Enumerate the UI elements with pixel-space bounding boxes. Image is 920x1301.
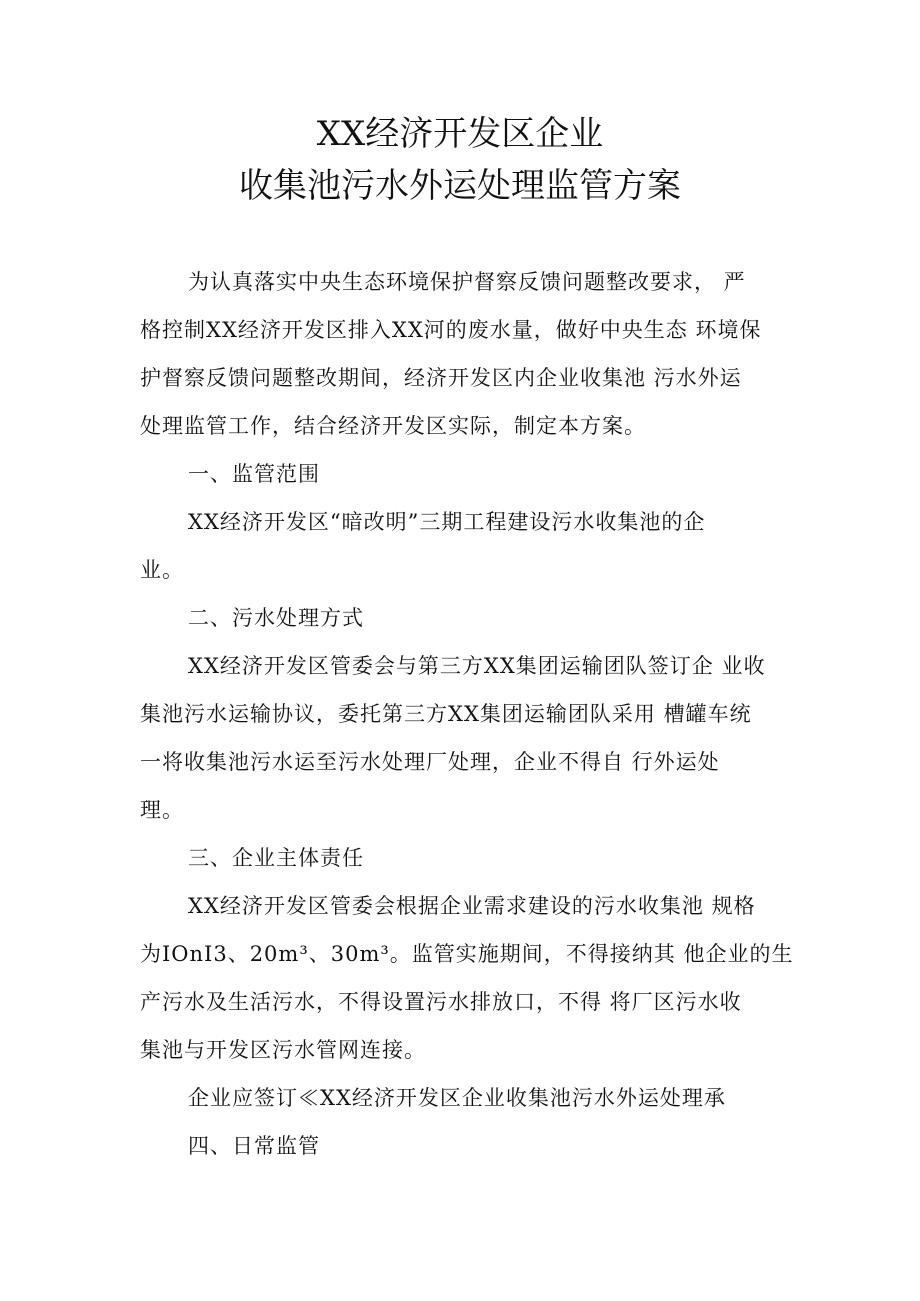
method-paragraph <box>140 642 790 834</box>
text-line: 集池与开发区污水管网连接。 <box>140 1038 426 1062</box>
text-line: 为IOnI3、20m³、30m³。监管实施期间，不得接纳其 他企业的生 <box>140 942 794 966</box>
text-line: 产污水及生活污水，不得设置污水排放口，不得 将厂区污水收 <box>140 990 742 1014</box>
scope-paragraph <box>140 498 790 594</box>
text-line: 理。 <box>140 798 184 822</box>
text-line: 护督察反馈问题整改期间，经济开发区内企业收集池 污水外运 <box>140 366 742 390</box>
heading-text: 四、日常监管 <box>188 1134 320 1158</box>
section-heading-responsibility <box>140 834 790 882</box>
text-line: XX经济开发区管委会根据企业需求建设的污水收集池 规格 <box>188 894 756 918</box>
text-line: 业。 <box>140 558 184 582</box>
section-heading-supervision <box>140 1122 790 1170</box>
heading-text: 一、监管范围 <box>188 462 320 486</box>
text-line: XX经济开发区管委会与第三方XX集团运输团队签订企 业收 <box>188 654 766 678</box>
intro-paragraph <box>140 258 790 450</box>
section-heading-method <box>140 594 790 642</box>
text-line: 企业应签订≪XX经济开发区企业收集池污水外运处理承 <box>188 1086 726 1110</box>
commitment-paragraph <box>140 1074 790 1122</box>
heading-text: 二、污水处理方式 <box>188 606 364 630</box>
section-heading-scope <box>140 450 790 498</box>
document-body <box>140 258 794 1170</box>
text-line: 格控制XX经济开发区排入XX河的废水量，做好中央生态 环境保 <box>140 318 762 342</box>
text-line: 集池污水运输协议，委托第三方XX集团运输团队采用 槽罐车统 <box>140 702 752 726</box>
text-line: XX经济开发区“暗改明”三期工程建设污水收集池的企 <box>188 510 706 534</box>
document-title-line-2: 收集池污水外运处理监管方案 <box>239 166 681 206</box>
document-title-line-1: XX经济开发区企业 <box>316 114 604 154</box>
text-line: 一将收集池污水运至污水处理厂处理，企业不得自 行外运处 <box>140 750 720 774</box>
heading-text: 三、企业主体责任 <box>188 846 364 870</box>
text-line: 处理监管工作，结合经济开发区实际，制定本方案。 <box>140 414 646 438</box>
text-line: 为认真落实中央生态环境保护督察反馈问题整改要求， 严 <box>188 270 746 294</box>
responsibility-paragraph <box>140 882 794 1074</box>
